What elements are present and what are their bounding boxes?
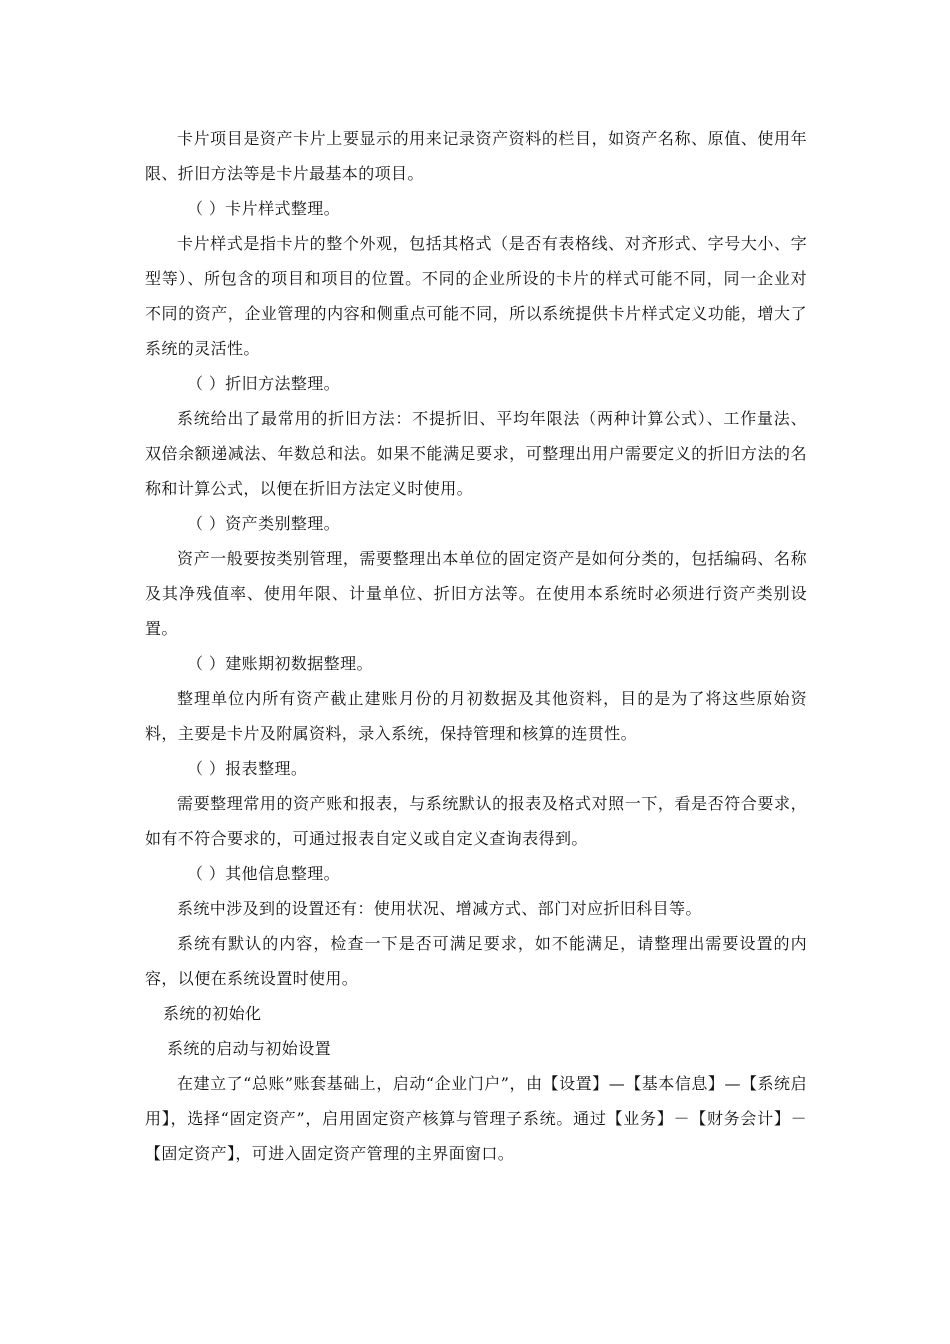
paragraph-depreciation-method: 系统给出了最常用的折旧方法：不提折旧、平均年限法（两种计算公式）、工作量法、双倍余额递减法、年数总和法。如果不能满足要求，可整理出用户需要定义的折旧方法的名称和计算公式，以便在折旧方法定义时使用。 [145, 409, 807, 498]
paragraph-default-content: 系统有默认的内容，检查一下是否可满足要求，如不能满足，请整理出需要设置的内容，以便在系统设置时使用。 [145, 934, 807, 988]
paragraph-other-settings: 系统中涉及到的设置还有：使用状况、增减方式、部门对应折旧科目等。 [177, 899, 702, 918]
paragraph-card-style: 卡片样式是指卡片的整个外观，包括其格式（是否有表格线、对齐形式、字号大小、字型等）、所包含的项目和项目的位置。不同的企业所设的卡片的样式可能不同，同一企业对不同的资产，企业管理的内容和侧重点可能不同，所以系统提供卡片样式定义功能，增大了系统的灵活性。 [145, 234, 807, 358]
item-other-info: （ ）其他信息整理。 [187, 864, 341, 883]
item-opening-data: （ ）建账期初数据整理。 [187, 654, 373, 673]
paragraph-card-items: 卡片项目是资产卡片上要显示的用来记录资产资料的栏目，如资产名称、原值、使用年限、折旧方法等是卡片最基本的项目。 [145, 129, 807, 183]
paragraph-startup: 在建立了“总账”账套基础上，启动“企业门户”，由【设置】—【基本信息】—【系统启用】，选择“固定资产”，启用固定资产核算与管理子系统。通过【业务】－【财务会计】－【固定资产】，可进入固定资产管理的主界面窗口。 [145, 1074, 807, 1163]
paragraph-asset-category: 资产一般要按类别管理，需要整理出本单位的固定资产是如何分类的，包括编码、名称及其净残值率、使用年限、计量单位、折旧方法等。在使用本系统时必须进行资产类别设置。 [145, 549, 807, 638]
paragraph-opening-data: 整理单位内所有资产截止建账月份的月初数据及其他资料，目的是为了将这些原始资料，主要是卡片及附属资料，录入系统，保持管理和核算的连贯性。 [145, 689, 807, 743]
item-asset-category: （ ）资产类别整理。 [187, 514, 341, 533]
section-heading-initialization: 系统的初始化 [163, 1004, 262, 1023]
item-report: （ ）报表整理。 [187, 759, 308, 778]
subsection-heading-startup: 系统的启动与初始设置 [167, 1039, 332, 1058]
item-card-style: （ ）卡片样式整理。 [187, 199, 341, 218]
item-depreciation-method: （ ）折旧方法整理。 [187, 374, 341, 393]
paragraph-report: 需要整理常用的资产账和报表，与系统默认的报表及格式对照一下，看是否符合要求，如有不符合要求的，可通过报表自定义或自定义查询表得到。 [145, 794, 807, 848]
document-body [145, 121, 807, 1171]
